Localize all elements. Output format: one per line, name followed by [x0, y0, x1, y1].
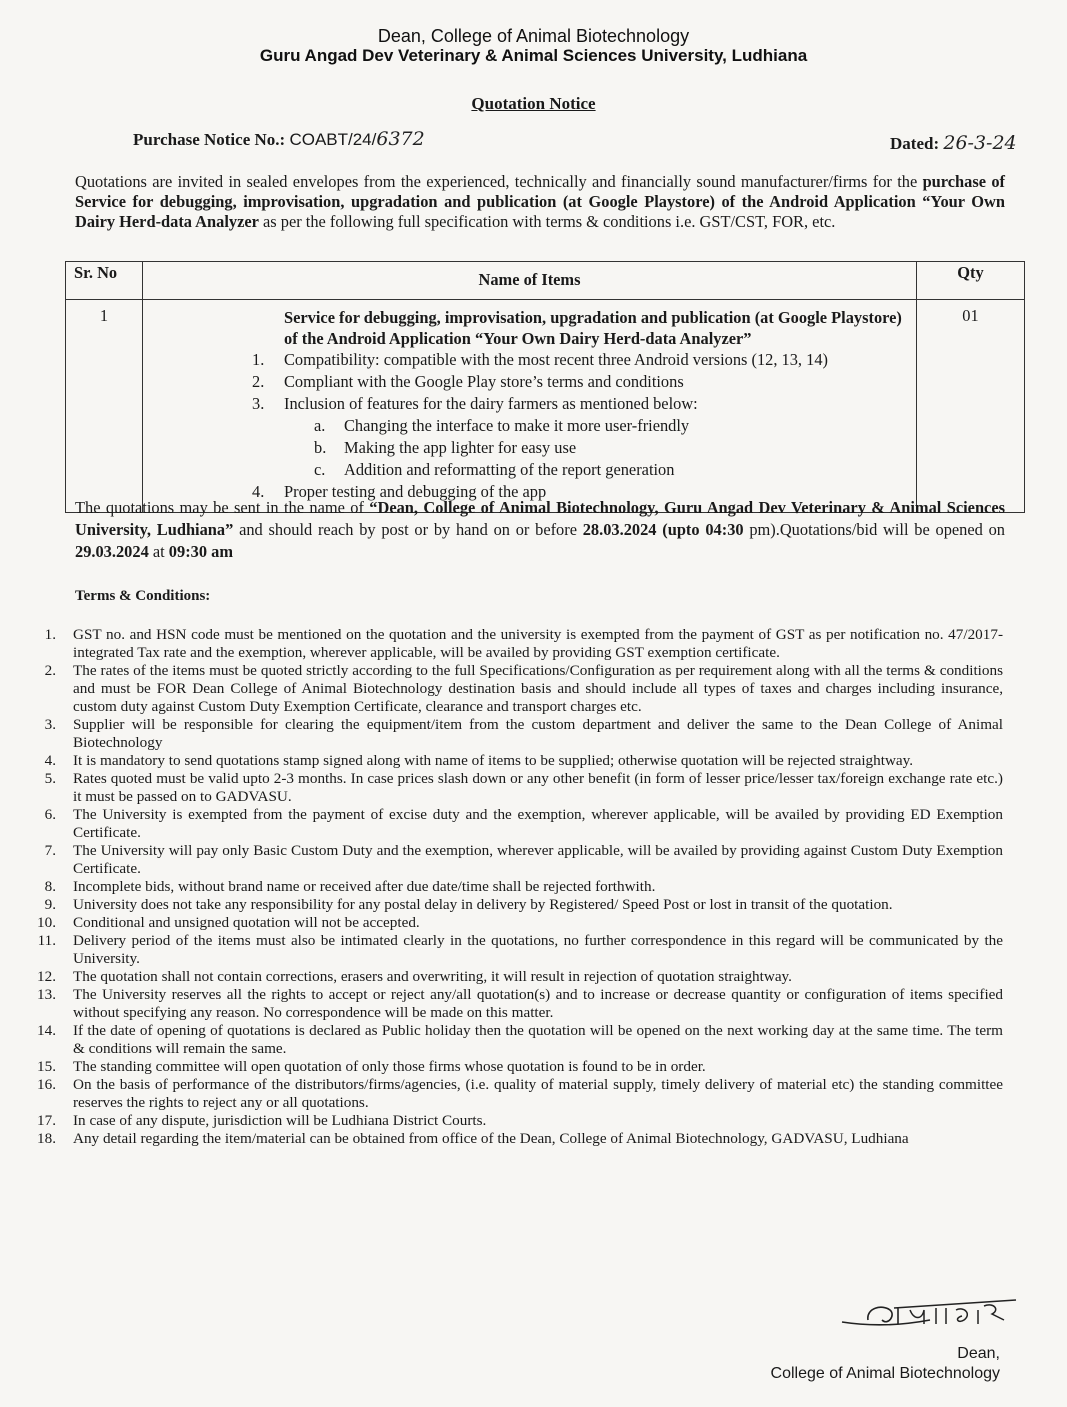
table-row [66, 300, 1025, 513]
intro-text-1: Quotations are invited in sealed envelopes from the experienced, technically and financially sound manufacturer/firms for the [75, 172, 923, 191]
terms-item-text: Conditional and unsigned quotation will not be accepted. [73, 914, 420, 931]
terms-item [0, 1130, 1067, 1148]
terms-item-text: The rates of the items must be quoted strictly according to the full Specifications/Configuration as per requirement along with all the terms & conditions and must be FOR Dean College of Animal Biotechnology destination basis and should include all types of taxes and charges including insurance, custom duty against Custom Duty Exemption Certificate, clearance and transport charges etc. [73, 662, 1003, 715]
terms-item [0, 968, 1067, 986]
feature-item: c. Addition and reformatting of the report generation [314, 460, 675, 479]
terms-item [0, 932, 1067, 968]
terms-item-text: The University will pay only Basic Custom Duty and the exemption, wherever applicable, will be availed by providing against Custom Duty Exemption Certificate. [73, 842, 1003, 877]
terms-item [0, 914, 1067, 932]
terms-item-text: GST no. and HSN code must be mentioned on the quotation and the university is exempted from the payment of GST as per notification no. 47/2017-integrated Tax rate and the exemption, wherever applicable, will be availed by providing GST exemption certificate. [73, 626, 1003, 661]
terms-item-text: University does not take any responsibility for any postal delay in delivery by Registered/ Speed Post or lost in transit of the quotation. [73, 896, 893, 913]
terms-item [0, 770, 1067, 806]
intro-text-2: as per the following full specification with terms & conditions i.e. GST/CST, FOR, etc. [258, 212, 836, 231]
signature-icon [838, 1290, 1028, 1342]
row-item-description [143, 300, 917, 513]
terms-item-text: Rates quoted must be valid upto 2-3 months. In case prices slash down or any other benefit (in form of lesser price/lesser tax/foreign exchange rate etc.) it must be passed on to GADVASU. [73, 770, 1003, 805]
terms-item [0, 752, 1067, 770]
terms-item-number: 15. [37, 1058, 56, 1075]
row-sr-no: 1 [66, 300, 143, 513]
terms-item [0, 806, 1067, 842]
terms-item [0, 842, 1067, 878]
purchase-notice [133, 128, 425, 150]
purchase-notice-value: COABT/24/ [289, 130, 377, 149]
feature-sublist [144, 415, 915, 481]
terms-item-text: Any detail regarding the item/material can be obtained from office of the Dean, College of Animal Biotechnology, GADVASU, Ludhiana [73, 1130, 909, 1147]
row-qty: 01 [917, 300, 1025, 513]
terms-item-number: 13. [37, 986, 56, 1003]
dated-handwritten: 26-3-24 [943, 132, 1017, 154]
terms-item-number: 1. [44, 626, 56, 643]
purchase-notice-label: Purchase Notice No.: [133, 130, 286, 149]
terms-item-text: The quotation shall not contain corrections, erasers and overwriting, it will result in rejection of quotation straightway. [73, 968, 792, 985]
spec-item: 1. Compatibility: compatible with the most recent three Android versions (12, 13, 14) [252, 350, 828, 369]
submission-paragraph: The quotations may be sent in the name of “Dean, College of Animal Biotechnology, Guru Angad Dev Veterinary & Animal Sciences University, Ludhiana” and should reach by post or by hand on or before 28.03.2024 (upto 04:30 pm).Quotations/bid will be opened on 29.03.2024 at 09:30 am [75, 498, 1005, 561]
terms-item-number: 12. [37, 968, 56, 985]
terms-item [0, 662, 1067, 716]
terms-item-number: 3. [44, 716, 56, 733]
terms-item-number: 11. [37, 932, 56, 949]
terms-item-number: 10. [37, 914, 56, 931]
intro-paragraph [75, 172, 1005, 232]
terms-item-text: It is mandatory to send quotations stamp signed along with name of items to be supplied; otherwise quotation will be rejected straightway. [73, 752, 914, 769]
opening-date: 29.03.2024 [75, 542, 149, 561]
header-sr-no: Sr. No [66, 262, 143, 300]
terms-item-text: On the basis of performance of the distributors/firms/agencies, (i.e. quality of material supply, timely delivery of material etc) the standing committee reserves the rights to reject any or all quotations. [73, 1076, 1003, 1111]
header-name-of-items: Name of Items [143, 262, 917, 300]
terms-item [0, 896, 1067, 914]
terms-item [0, 1058, 1067, 1076]
terms-heading: Terms & Conditions: [75, 588, 211, 604]
intro-text-bold: purchase of Service for debugging, improvisation, upgradation and publication (at Google Playstore) of the Android Application “Your Own Dairy Herd-data Analyzer [75, 172, 1005, 231]
terms-item [0, 1076, 1067, 1112]
spec-list [144, 349, 915, 415]
terms-item-text: Supplier will be responsible for clearing the equipment/item from the custom department and deliver the same to the Dean College of Animal Biotechnology [73, 716, 1003, 751]
signatory-title: Dean, [957, 1345, 1000, 1362]
spec-item: 3. Inclusion of features for the dairy farmers as mentioned below: [252, 394, 698, 413]
header-qty: Qty [917, 262, 1025, 300]
signatory [700, 1344, 1000, 1384]
header-line-1: Dean, College of Animal Biotechnology [377, 26, 690, 46]
terms-item-text: Delivery period of the items must also be intimated clearly in the quotations, no further correspondence in this regard will be communicated by the University. [73, 932, 1003, 967]
spec-item: 4. Proper testing and debugging of the app [252, 482, 547, 501]
terms-item-number: 17. [37, 1112, 56, 1129]
terms-item-text: The University is exempted from the payment of excise duty and the exemption, wherever applicable, will be availed by providing ED Exemption Certificate. [73, 806, 1003, 841]
terms-item [0, 626, 1067, 662]
signatory-office: College of Animal Biotechnology [770, 1365, 1000, 1382]
terms-item-number: 8. [44, 878, 56, 895]
feature-item: a. Changing the interface to make it more user-friendly [314, 416, 690, 435]
terms-item-number: 16. [37, 1076, 56, 1093]
addressee: “Dean, College of Animal Biotechnology, Guru Angad Dev Veterinary & Animal Sciences University, Ludhiana” [75, 498, 1005, 539]
terms-item-number: 14. [37, 1022, 56, 1039]
terms-item-number: 5. [44, 770, 56, 787]
terms-item [0, 1022, 1067, 1058]
terms-list [0, 626, 1067, 1148]
terms-item-text: The standing committee will open quotation of only those firms whose quotation is found to be in order. [73, 1058, 706, 1075]
terms-item [0, 716, 1067, 752]
items-table [65, 261, 1025, 513]
opening-time: 09:30 am [168, 542, 233, 561]
spec-item: 2. Compliant with the Google Play store’s terms and conditions [252, 372, 684, 391]
dated-label: Dated: [890, 134, 940, 153]
purchase-notice-handwritten: 6372 [376, 128, 425, 150]
terms-item-number: 6. [44, 806, 56, 823]
terms-item-number: 9. [44, 896, 56, 913]
terms-item-number: 2. [44, 662, 56, 679]
terms-item-text: In case of any dispute, jurisdiction will be Ludhiana District Courts. [73, 1112, 487, 1129]
terms-item [0, 986, 1067, 1022]
terms-item-number: 18. [37, 1130, 56, 1147]
terms-item [0, 878, 1067, 896]
page-title: Quotation Notice [471, 94, 596, 113]
service-title: Service for debugging, improvisation, upgradation and publication (at Google Playstore) of the Android Application “Your Own Dairy Herd-data Analyzer” [284, 308, 902, 348]
terms-item [0, 1112, 1067, 1130]
table-header-row [66, 262, 1025, 300]
feature-item: b. Making the app lighter for easy use [314, 438, 577, 457]
terms-item-text: If the date of opening of quotations is declared as Public holiday then the quotation will be opened on the next working day at the same time. The term & conditions will remain the same. [73, 1022, 1003, 1057]
due-date: 28.03.2024 (upto 04:30 [582, 520, 744, 539]
terms-item-number: 7. [44, 842, 56, 859]
terms-item-number: 4. [44, 752, 56, 769]
terms-item-text: The University reserves all the rights to accept or reject any/all quotation(s) and to increase or decrease quantity or configuration of items specified without specifying any reason. No correspondence will be made on this matter. [73, 986, 1003, 1021]
header-line-2: Guru Angad Dev Veterinary & Animal Sciences University, Ludhiana [259, 46, 808, 65]
terms-item-text: Incomplete bids, without brand name or received after due date/time shall be rejected forthwith. [73, 878, 656, 895]
dated [890, 132, 1017, 154]
